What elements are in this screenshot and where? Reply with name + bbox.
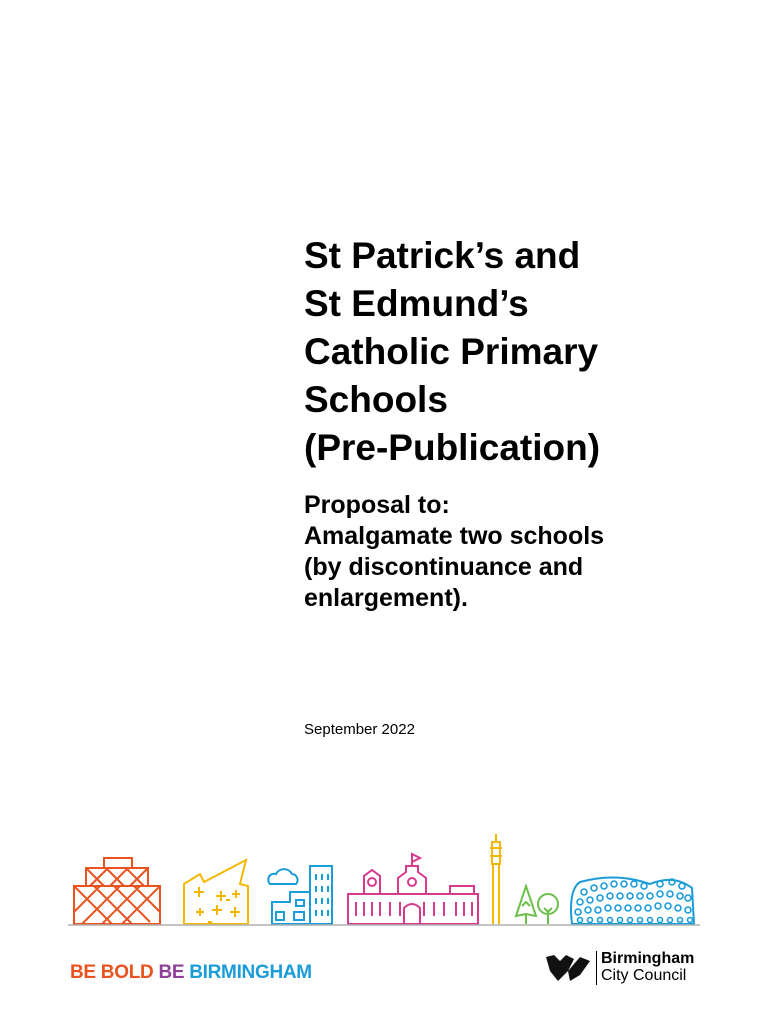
document-title — [304, 232, 744, 472]
cube-building-icon — [268, 866, 332, 924]
library-of-birmingham-icon — [74, 858, 160, 924]
publication-date: September 2022 — [304, 721, 415, 738]
bullring-selfridges-icon — [571, 877, 694, 924]
trees-icon — [516, 886, 558, 924]
slogan-word: BIRMINGHAM — [189, 962, 312, 983]
title-line: (Pre-Publication) — [304, 427, 601, 468]
slogan-word: BE — [70, 962, 96, 983]
subtitle-line: (by discontinuance and — [304, 553, 584, 581]
bt-tower-icon — [490, 834, 502, 924]
council-house-icon — [348, 854, 478, 924]
skyline-illustration — [60, 826, 710, 932]
subtitle-line: enlargement). — [304, 584, 468, 612]
birmingham-city-council-logo — [546, 951, 706, 987]
slogan-word: BE — [158, 962, 185, 983]
title-line: Catholic Primary — [304, 331, 599, 372]
council-subname: City Council — [601, 967, 687, 984]
council-wordmark — [601, 950, 694, 984]
council-shield-icon — [546, 953, 590, 983]
proposal-subtitle — [304, 490, 744, 614]
title-line: St Patrick’s and — [304, 235, 581, 276]
theatre-building-icon — [184, 860, 248, 924]
subtitle-line: Amalgamate two schools — [304, 522, 605, 550]
subtitle-line: Proposal to: — [304, 491, 450, 519]
title-line: Schools — [304, 379, 448, 420]
logo-divider — [596, 951, 597, 985]
slogan-word: BOLD — [100, 962, 154, 983]
council-name: Birmingham — [601, 950, 695, 967]
be-bold-slogan — [70, 962, 317, 984]
title-line: St Edmund’s — [304, 283, 529, 324]
